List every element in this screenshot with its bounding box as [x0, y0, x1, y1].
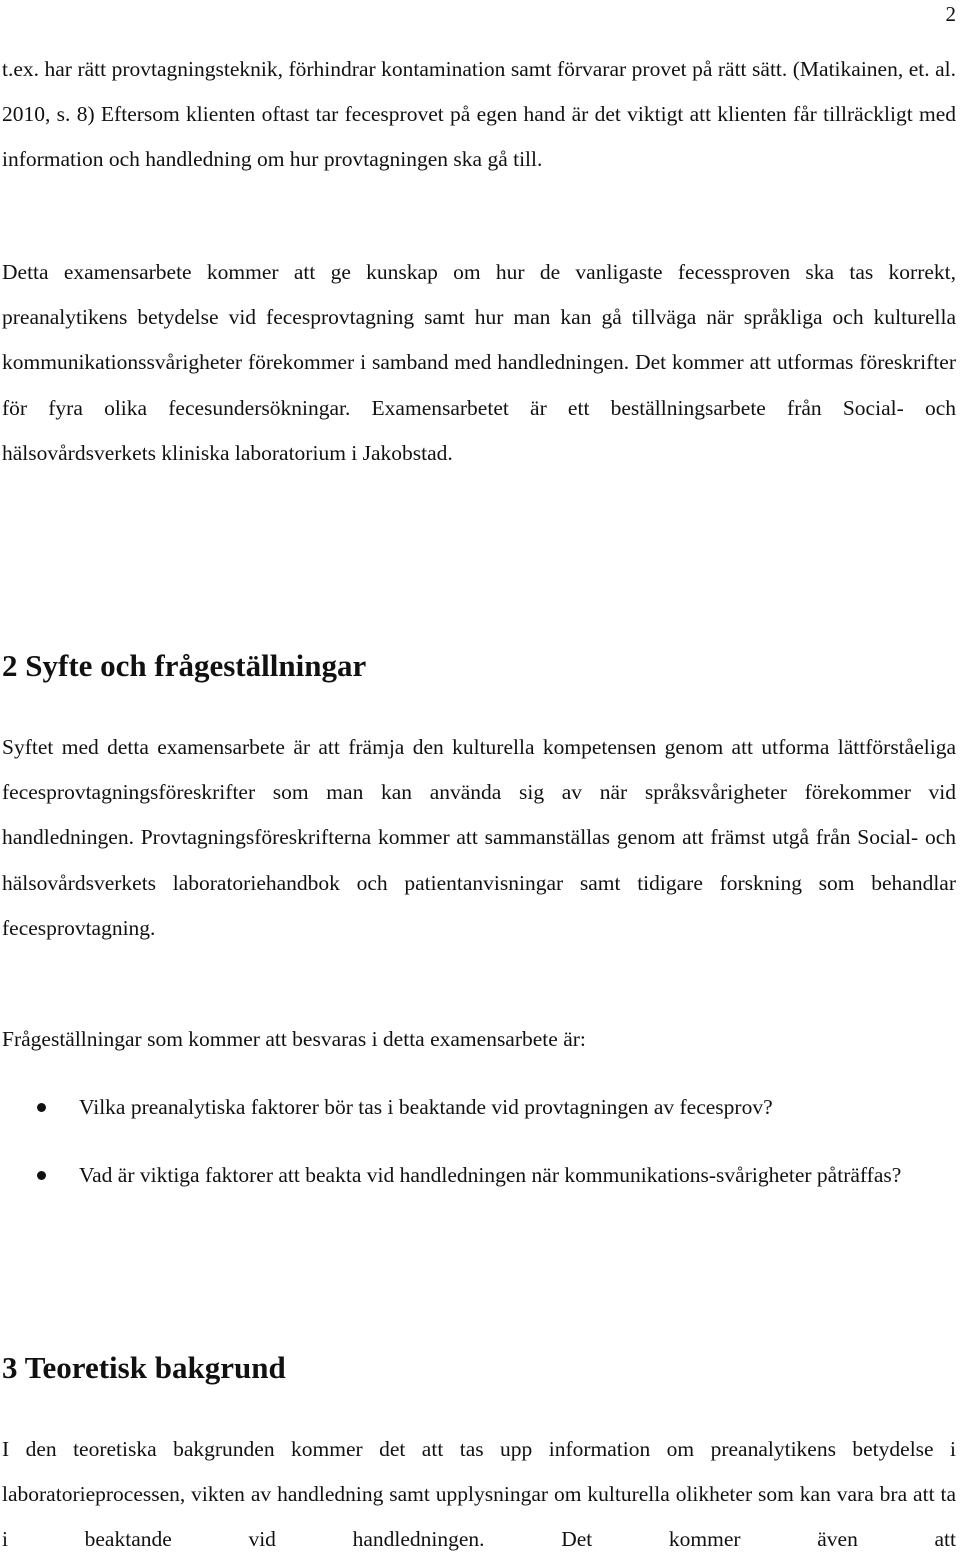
questions-list — [0, 1085, 956, 1198]
bullet-icon — [37, 1103, 46, 1112]
thesis-scope-paragraph: Detta examensarbete kommer att ge kunskap om hur de vanligaste fecessproven ska tas korrekt, preanalytikens betydelse vid fecesprovtagning samt hur man kan gå tillväga när språkliga och kulturella kommunikationssvårigheter förekommer i samband med handledningen. Det kommer att utformas föreskrifter för fyra olika fecesundersökningar. Examensarbetet är ett beställningsarbete från Social- och hälsovårdsverkets kliniska laboratorium i Jakobstad. — [2, 260, 956, 465]
section-3-heading: 3 Teoretisk bakgrund — [2, 1350, 286, 1385]
bullet-icon — [37, 1171, 46, 1180]
purpose-block — [2, 725, 956, 951]
intro-paragraph-block — [2, 47, 956, 183]
section-2-heading: 2 Syfte och frågeställningar — [2, 648, 367, 683]
theory-intro-block — [2, 1427, 956, 1563]
list-item — [0, 1085, 956, 1130]
page-number: 2 — [945, 2, 956, 26]
thesis-scope-block — [2, 250, 956, 476]
question-text: Vilka preanalytiska faktorer bör tas i beaktande vid provtagningen av fecesprov? — [79, 1095, 773, 1119]
purpose-paragraph: Syftet med detta examensarbete är att främja den kulturella kompetensen genom att utforma lättförståeliga fecesprovtagningsföreskrifter som man kan använda sig av när språksvårigheter förekommer vid handledningen. Provtagningsföreskrifterna kommer att sammanställas genom att främst utgå från Social- och hälsovårdsverkets laboratoriehandbok och patientanvisningar samt tidigare forskning som behandlar fecesprovtagning. — [2, 735, 956, 940]
list-item — [0, 1153, 956, 1198]
intro-continued-paragraph: t.ex. har rätt provtagningsteknik, förhindrar kontamination samt förvarar provet på rätt sätt. (Matikainen, et. al. 2010, s. 8) Eftersom klienten oftast tar fecesprovet på egen hand är det viktigt att klienten får tillräckligt med information och handledning om hur provtagningen ska gå till. — [2, 57, 956, 172]
theory-intro-paragraph: I den teoretiska bakgrunden kommer det att tas upp information om preanalytikens betydelse i laboratorieprocessen, vikten av handledning samt upplysningar om kulturella olikheter som kan vara bra att ta i beaktande vid handledningen. Det kommer även att — [2, 1437, 956, 1552]
questions-intro: Frågeställningar som kommer att besvaras i detta examensarbete är: — [2, 1027, 586, 1051]
questions-intro-block — [2, 1017, 956, 1062]
question-text: Vad är viktiga faktorer att beakta vid handledningen när kommunikations-svårigheter påträffas? — [79, 1163, 902, 1188]
